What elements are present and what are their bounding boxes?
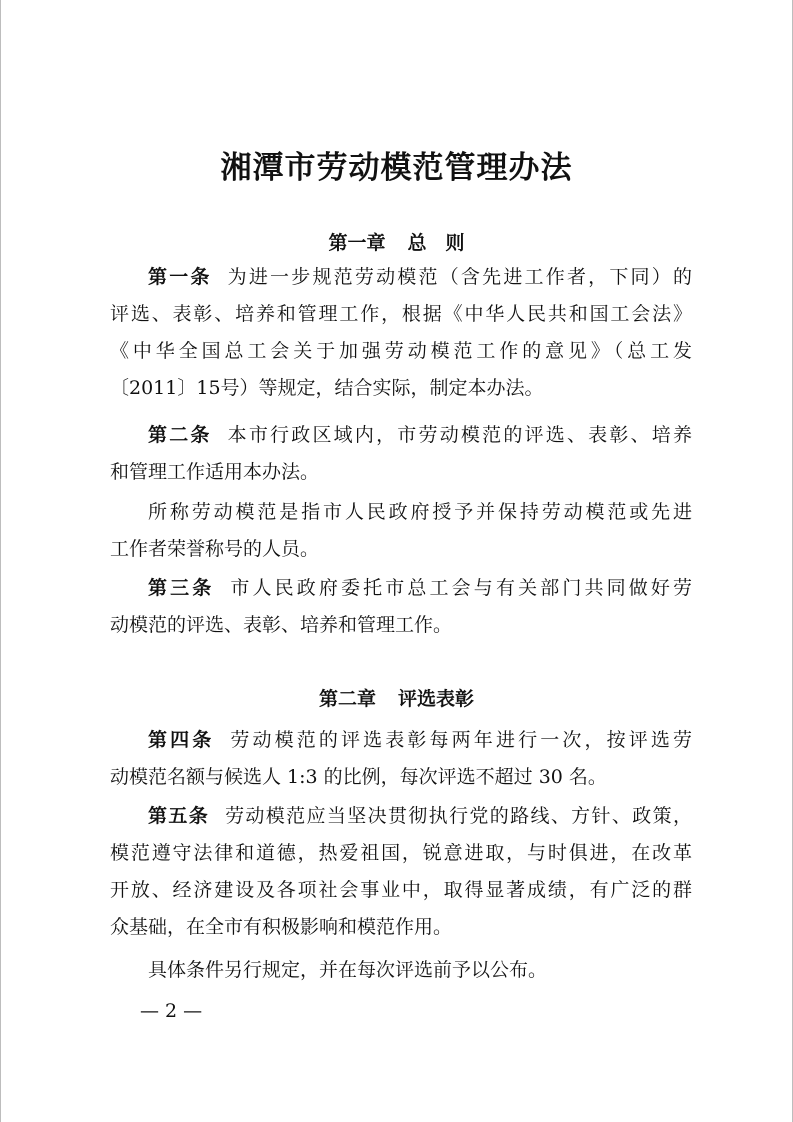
article-3 bbox=[110, 570, 692, 644]
article-5 bbox=[110, 798, 692, 946]
article-2-line-2: 和管理工作适用本办法。 bbox=[110, 461, 320, 483]
chapter-1-number: 第一章 bbox=[328, 232, 386, 254]
article-5-line-4: 众基础，在全市有积极影响和模范作用。 bbox=[110, 916, 453, 938]
article-1-line-2: 评选、表彰、培养和管理工作，根据《中华人民共和国工会法》 bbox=[110, 303, 692, 325]
article-4-line-2: 动模范名额与候选人 1:3 的比例，每次评选不超过 30 名。 bbox=[110, 766, 607, 788]
article-4-label: 第四条 bbox=[148, 729, 215, 751]
chapter-2-heading bbox=[0, 684, 793, 711]
article-2-line-1: 第二条 本市行政区域内，市劳动模范的评选、表彰、培养 bbox=[148, 424, 692, 446]
article-1-line-4: 〔2011〕15号）等规定，结合实际，制定本办法。 bbox=[110, 377, 544, 399]
article-5-line-3: 开放、经济建设及各项社会事业中，取得显著成绩，有广泛的群 bbox=[110, 879, 692, 901]
article-5-label: 第五条 bbox=[148, 805, 210, 827]
article-1-label: 第一条 bbox=[148, 266, 212, 288]
article-5-paragraph-2 bbox=[110, 952, 692, 989]
article-2-paragraph-2 bbox=[110, 494, 692, 568]
document-title: 湘潭市劳动模范管理办法 bbox=[220, 150, 573, 186]
article-3-line-2: 动模范的评选、表彰、培养和管理工作。 bbox=[110, 614, 453, 636]
article-1-line-1: 第一条 为进一步规范劳动模范（含先进工作者，下同）的 bbox=[148, 266, 692, 288]
chapter-1-heading bbox=[0, 228, 793, 255]
article-5-para2-line-1: 具体条件另行规定，并在每次评选前予以公布。 bbox=[148, 959, 548, 981]
page-number: — 2 — bbox=[140, 1000, 203, 1022]
article-2-label: 第二条 bbox=[148, 424, 212, 446]
article-3-label: 第三条 bbox=[148, 577, 215, 599]
article-3-line-1: 第三条 市人民政府委托市总工会与有关部门共同做好劳 bbox=[148, 577, 692, 599]
article-1 bbox=[110, 259, 692, 407]
article-1-line-3: 《中华全国总工会关于加强劳动模范工作的意见》（总工发 bbox=[110, 340, 692, 362]
article-4-line-1: 第四条 劳动模范的评选表彰每两年进行一次，按评选劳 bbox=[148, 729, 692, 751]
article-2 bbox=[110, 417, 692, 491]
article-2-para2-line-2: 工作者荣誉称号的人员。 bbox=[110, 538, 320, 560]
article-4 bbox=[110, 722, 692, 796]
article-5-line-2: 模范遵守法律和道德，热爱祖国，锐意进取，与时俱进，在改革 bbox=[110, 842, 692, 864]
article-5-line-1: 第五条 劳动模范应当坚决贯彻执行党的路线、方针、政策， bbox=[148, 805, 692, 827]
article-2-para2-line-1: 所称劳动模范是指市人民政府授予并保持劳动模范或先进 bbox=[148, 501, 692, 523]
chapter-2-number: 第二章 bbox=[318, 688, 376, 710]
chapter-1-name: 总 则 bbox=[407, 232, 465, 254]
chapter-2-name: 评选表彰 bbox=[398, 688, 475, 710]
